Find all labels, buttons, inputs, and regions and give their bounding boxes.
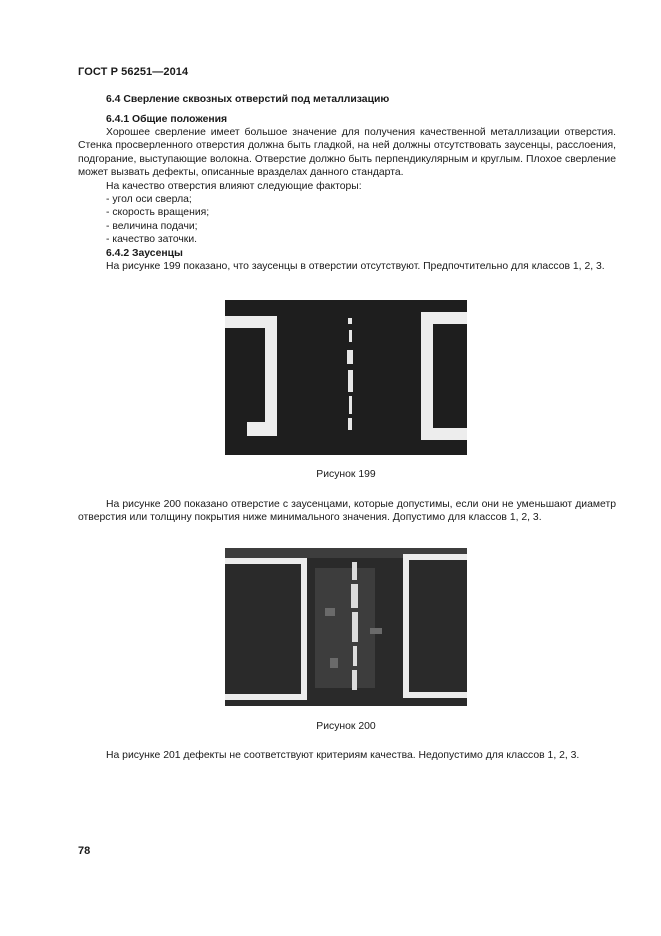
paragraph-factors-intro: На качество отверстия влияют следующие факторы: xyxy=(106,181,362,192)
factors-list xyxy=(78,193,616,247)
list-item: - скорость вращения; xyxy=(106,207,210,219)
figure-200-caption: Рисунок 200 xyxy=(316,721,376,732)
figure-199-photo xyxy=(225,300,467,455)
figure-200-photo xyxy=(225,548,467,706)
page-number: 78 xyxy=(78,845,91,857)
list-item: - величина подачи; xyxy=(106,220,198,232)
figure-199-caption: Рисунок 199 xyxy=(316,469,376,480)
paragraph-fig199-desc: На рисунке 199 показано, что заусенцы в отверстии отсутствуют. Предпочтительно для классов 1, 2, 3. xyxy=(106,261,605,272)
paragraph-fig201-desc: На рисунке 201 дефекты не соответствуют критериям качества. Недопустимо для классов 1, 2, 3. xyxy=(106,750,580,761)
subsection-title-general: 6.4.1 Общие положения xyxy=(106,114,228,125)
list-item: - качество заточки. xyxy=(106,234,198,246)
section-title: 6.4 Сверление сквозных отверстий под металлизацию xyxy=(106,94,390,105)
list-item: - угол оси сверла; xyxy=(106,194,192,205)
paragraph-fig200-desc: На рисунке 200 показано отверстие с заусенцами, которые допустимы, если они не уменьшают диаметр отверстия или толщину покрытия ниже минимального значения. Допустимо для классов 1, 2, 3. xyxy=(78,499,616,524)
subsection-title-burrs: 6.4.2 Заусенцы xyxy=(106,248,183,259)
document-code-header: ГОСТ Р 56251—2014 xyxy=(78,66,189,78)
paragraph-general: Хорошее сверление имеет большое значение для получения качественной металлизации отверстия. Стенка просверленного отверстия должна быть гладкой, на ней должны отсутствовать заусенцы, расслоения, подгорание, выступающие волокна. Отверстие должно быть перпендикулярным и круглым. Плохое сверление может вызвать дефекты, описанные вразделах данного стандарта. xyxy=(78,127,616,179)
